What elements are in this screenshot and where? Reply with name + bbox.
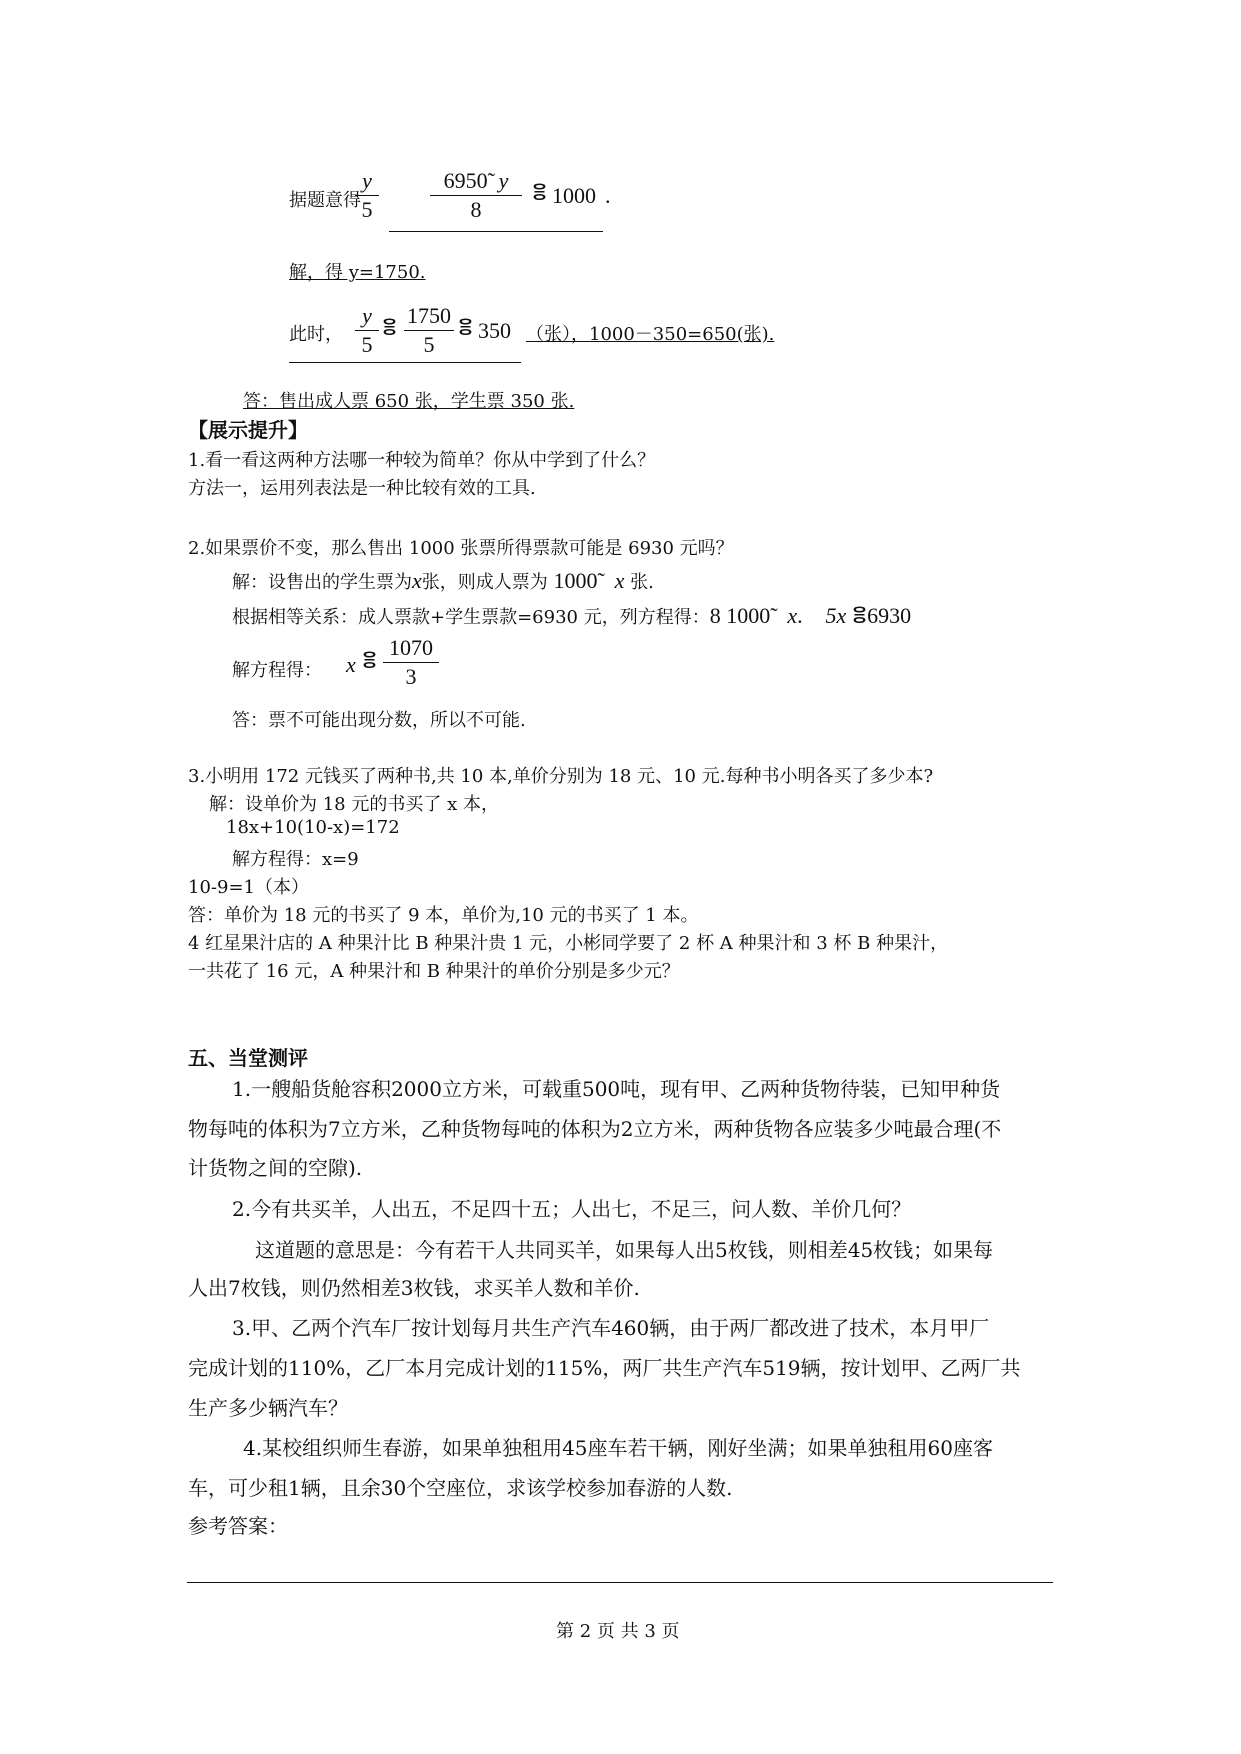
test-p4-line-1: 4.某校组织师生春游，如果单独租用45座车若干辆，刚好坐满；如果单独租用60座客 <box>243 1436 993 1460</box>
footer-rule <box>187 1582 1053 1583</box>
q2-text: 2.如果票价不变，那么售出 1000 张票所得票款可能是 6930 元吗？ <box>188 538 734 559</box>
equation-rhs: 1000 <box>552 183 596 208</box>
then-rest: （张），1000－350=650(张). <box>526 324 775 345</box>
page-number: 第 2 页 共 3 页 <box>556 1621 680 1642</box>
q3-line-1: 解：设单价为 18 元的书买了 x 本， <box>209 794 499 815</box>
test-p2-line-2: 这道题的意思是：今有若干人共同买羊，如果每人出5枚钱，则相差45枚钱；如果每 <box>255 1238 994 1262</box>
q3-line-5: 答：单价为 18 元的书买了 9 本，单价为,10 元的书买了 1 本。 <box>188 905 699 926</box>
q2-relation: 根据相等关系：成人票款+学生票款=6930 元，列方程得：8 1000̃ x. 5x ⴻ6930 <box>232 603 912 628</box>
q2-answer: 答：票不可能出现分数，所以不可能. <box>232 710 526 731</box>
q2-solution: 解：设售出的学生票为x张，则成人票为 1000̃ x 张. <box>232 568 654 593</box>
underline-rule <box>389 231 603 232</box>
test-p3-line-2: 完成计划的110%，乙厂本月完成计划的115%，两厂共生产汽车519辆，按计划甲、乙两厂共 <box>188 1356 1021 1380</box>
test-p3-line-1: 3.甲、乙两个汽车厂按计划每月共生产汽车460辆，由于两厂都改进了技术，本月甲厂 <box>232 1316 990 1340</box>
fraction-denominator: 8 <box>470 197 482 222</box>
q4-line-1: 4 红星果汁店的 A 种果汁比 B 种果汁贵 1 元，小彬同学要了 2 杯 A 种果汁和 3 杯 B 种果汁， <box>188 933 949 954</box>
q4-line-2: 一共花了 16 元，A 种果汁和 B 种果汁的单价分别是多少元？ <box>188 961 680 982</box>
fraction-numerator: 6950̃ y <box>443 168 509 193</box>
then-fraction-2: 1750 5 <box>404 303 454 358</box>
test-p2-line-3: 人出7枚钱，则仍然相差3枚钱，求买羊人数和羊价. <box>188 1276 640 1300</box>
fraction-bar <box>355 195 379 196</box>
underline-rule <box>289 362 521 363</box>
q1-text: 1.看一看这两种方法哪一种较为简单？你从中学到了什么？ <box>188 450 656 471</box>
fraction-numerator: y <box>362 168 372 193</box>
reference-answers-label: 参考答案： <box>188 1514 288 1538</box>
equation-fraction-2 <box>430 168 522 223</box>
then-fraction-1: y 5 <box>355 303 379 358</box>
test-p4-line-2: 车，可少租1辆，且余30个空座位，求该学校参加春游的人数. <box>188 1476 733 1500</box>
q2-solve-var: x <box>346 652 356 677</box>
equation-fraction-1 <box>355 168 379 223</box>
equals-glyph: ⴻ <box>458 315 474 340</box>
q3-line-4: 10-9=1（本） <box>188 877 309 898</box>
solve-line: 解，得 y=1750. <box>289 262 426 283</box>
test-p3-line-3: 生产多少辆汽车？ <box>188 1396 348 1420</box>
equals-glyph: ⴻ <box>362 648 378 673</box>
q3-text: 3.小明用 172 元钱买了两种书,共 10 本,单价分别为 18 元、10 元.每种书小明各买了多少本? <box>188 766 934 787</box>
then-value: 350 <box>478 318 511 343</box>
equals-glyph: ⴻ <box>532 180 548 205</box>
equals-glyph: ⴻ <box>382 315 398 340</box>
then-prefix: 此时， <box>289 324 343 345</box>
q2-solve-fraction: 1070 3 <box>383 635 439 690</box>
worked-answer: 答：售出成人票 650 张，学生票 350 张. <box>243 391 575 412</box>
equation-prefix: 据题意得 <box>289 190 361 211</box>
q3-line-2: 18x+10(10-x)=172 <box>226 817 400 838</box>
section-heading-test: 五、当堂测评 <box>188 1046 308 1070</box>
equation-end: . <box>605 183 611 208</box>
test-p2-line-1: 2.今有共买羊，人出五，不足四十五；人出七，不足三，问人数、羊价几何？ <box>232 1197 912 1221</box>
test-p1-line-3: 计货物之间的空隙). <box>188 1156 363 1180</box>
fraction-bar <box>430 195 522 196</box>
section-heading-show: 【展示提升】 <box>188 418 308 442</box>
q3-line-3: 解方程得：x=9 <box>232 849 359 870</box>
test-p1-line-2: 物每吨的体积为7立方米，乙种货物每吨的体积为2立方米，两种货物各应装多少吨最合理(不 <box>188 1117 1002 1141</box>
q2-solve-prefix: 解方程得： <box>232 660 322 681</box>
test-p1-line-1: 1.一艘船货舱容积2000立方米，可载重500吨，现有甲、乙两种货物待装，已知甲种货 <box>232 1077 1001 1101</box>
q1-answer: 方法一，运用列表法是一种比较有效的工具. <box>188 478 536 499</box>
fraction-denominator: 5 <box>361 197 373 222</box>
